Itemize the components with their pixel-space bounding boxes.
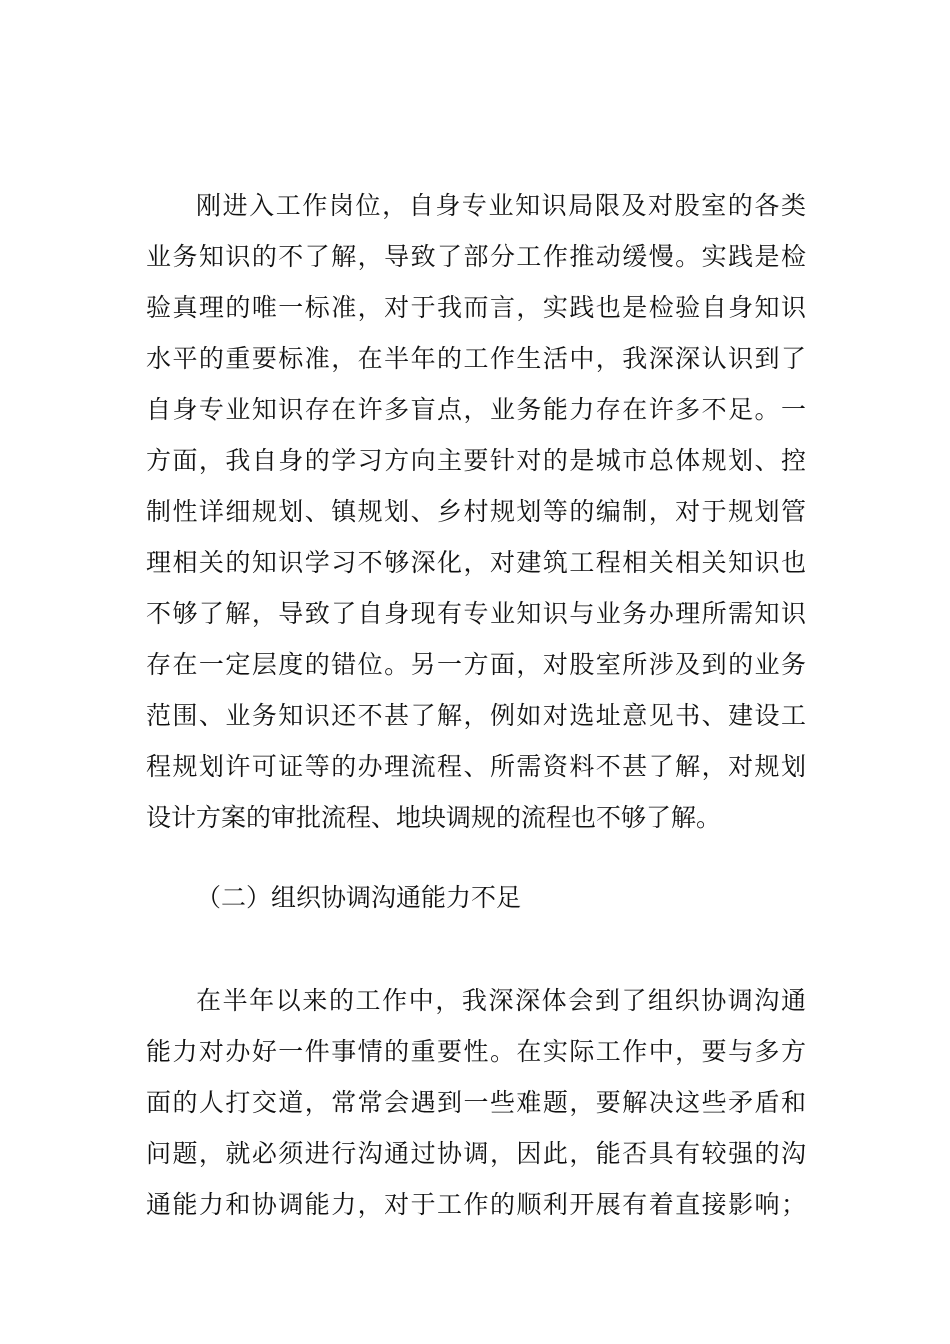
paragraph-line: 存在一定层度的错位。另一方面，对股室所涉及到的业务: [146, 650, 806, 679]
paragraph-line: 刚进入工作岗位，自身专业知识局限及对股室的各类: [196, 191, 806, 220]
section-heading: （二）组织协调沟通能力不足: [196, 883, 522, 912]
paragraph-line: 理相关的知识学习不够深化，对建筑工程相关相关知识也: [146, 548, 806, 577]
paragraph-line: 不够了解，导致了自身现有专业知识与业务办理所需知识: [146, 599, 806, 628]
paragraph-line: 设计方案的审批流程、地块调规的流程也不够了解。: [146, 803, 722, 832]
paragraph-line: 制性详细规划、镇规划、乡村规划等的编制，对于规划管: [146, 497, 806, 526]
paragraph-line: 业务知识的不了解，导致了部分工作推动缓慢。实践是检: [146, 242, 806, 271]
body-paragraph-1: [146, 180, 806, 843]
paragraph-line: 水平的重要标准，在半年的工作生活中，我深深认识到了: [146, 344, 806, 373]
paragraph-line: 自身专业知识存在许多盲点，业务能力存在许多不足。一: [146, 395, 806, 424]
paragraph-line: 问题，就必须进行沟通过协调，因此，能否具有较强的沟: [146, 1139, 806, 1168]
paragraph-line: 通能力和协调能力，对于工作的顺利开展有着直接影响；: [146, 1190, 806, 1219]
paragraph-line: 在半年以来的工作中，我深深体会到了组织协调沟通: [196, 986, 806, 1015]
paragraph-line: 验真理的唯一标准，对于我而言，实践也是检验自身知识: [146, 293, 806, 322]
paragraph-line: 面的人打交道，常常会遇到一些难题，要解决这些矛盾和: [146, 1088, 806, 1117]
paragraph-line: 程规划许可证等的办理流程、所需资料不甚了解，对规划: [146, 752, 806, 781]
body-paragraph-2: [146, 975, 806, 1230]
paragraph-line: 方面，我自身的学习方向主要针对的是城市总体规划、控: [146, 446, 806, 475]
paragraph-line: 能力对办好一件事情的重要性。在实际工作中，要与多方: [146, 1037, 806, 1066]
paragraph-line: 范围、业务知识还不甚了解，例如对选址意见书、建设工: [146, 701, 806, 730]
